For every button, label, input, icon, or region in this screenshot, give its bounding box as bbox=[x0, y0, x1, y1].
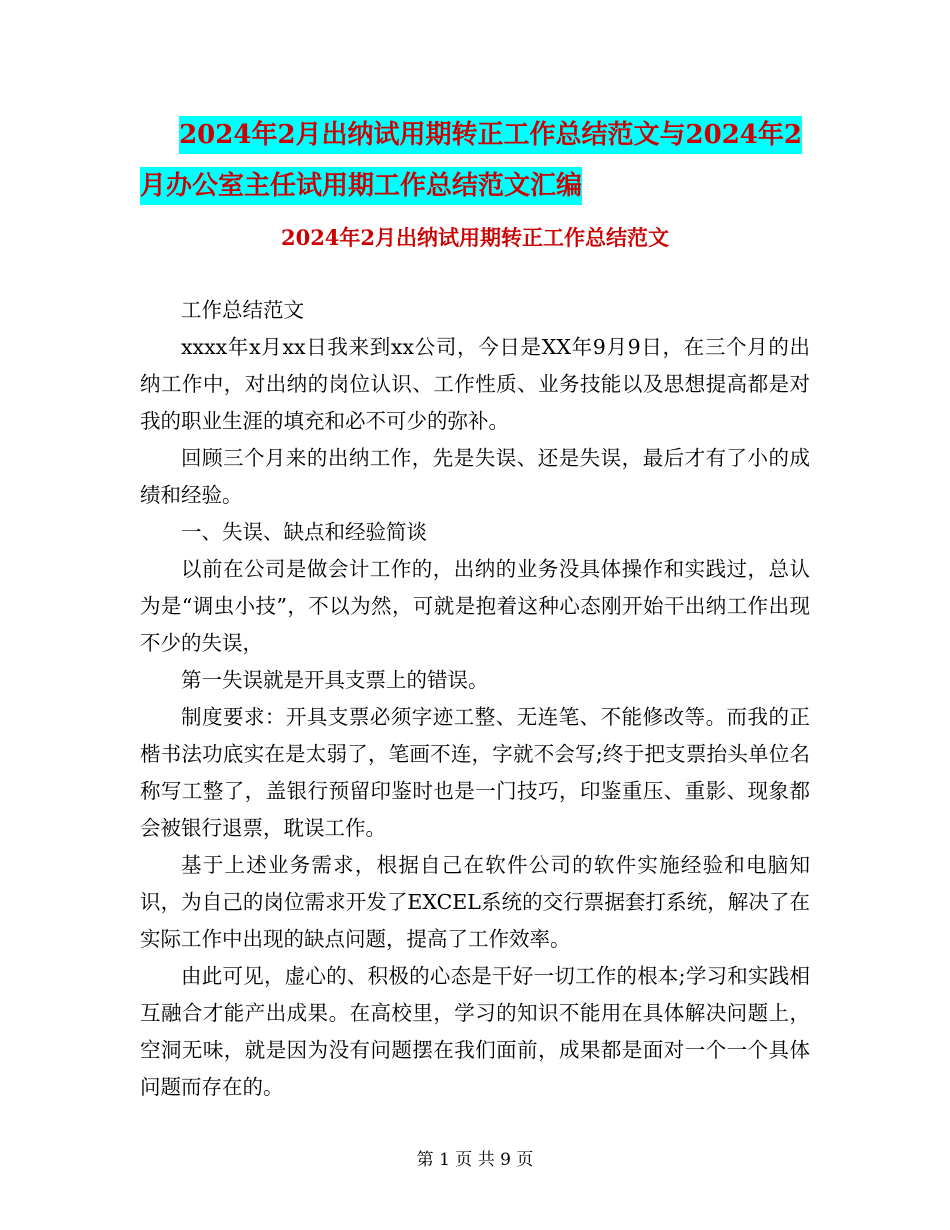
title-highlight-1: 2024年2月出纳试用期转正工作总结范文与2024年2 bbox=[179, 116, 802, 154]
document-title bbox=[140, 110, 820, 212]
document-title-line-1 bbox=[140, 110, 820, 161]
paragraph: 基于上述业务需求，根据自己在软件公司的软件实施经验和电脑知识，为自己的岗位需求开发了EXCEL系统的交行票据套打系统，解决了在实际工作中出现的缺点问题，提高了工作效率。 bbox=[140, 853, 810, 951]
paragraph: 制度要求：开具支票必须字迹工整、无连笔、不能修改等。而我的正楷书法功底实在是太弱了，笔画不连，字就不会写;终于把支票抬头单位名称写工整了，盖银行预留印鉴时也是一门技巧，印鉴重压、重影、现象都会被银行退票，耽误工作。 bbox=[140, 705, 810, 840]
paragraph: 由此可见，虚心的、积极的心态是干好一切工作的根本;学习和实践相互融合才能产出成果。在高校里，学习的知识不能用在具体解决问题上，空洞无味，就是因为没有问题摆在我们面前，成果都是面对一个一个具体问题而存在的。 bbox=[140, 964, 810, 1099]
document-body bbox=[140, 292, 810, 1106]
paragraph: xxxx年x月xx日我来到xx公司，今日是XX年9月9日，在三个月的出纳工作中，对出纳的岗位认识、工作性质、业务技能以及思想提高都是对我的职业生涯的填充和必不可少的弥补。 bbox=[140, 335, 810, 433]
section-title: 2024年2月出纳试用期转正工作总结范文 bbox=[280, 225, 670, 250]
page-footer: 第 1 页 共 9 页 bbox=[416, 1150, 534, 1170]
paragraph: 工作总结范文 bbox=[181, 298, 304, 322]
paragraph: 回顾三个月来的出纳工作，先是失误、还是失误，最后才有了小的成绩和经验。 bbox=[140, 446, 810, 507]
document-title-line-2 bbox=[140, 161, 820, 212]
paragraph: 第一失误就是开具支票上的错误。 bbox=[181, 668, 489, 692]
paragraph: 一、失误、缺点和经验简谈 bbox=[181, 520, 427, 544]
paragraph: 以前在公司是做会计工作的，出纳的业务没具体操作和实践过，总认为是“调虫小技”，不以为然，可就是抱着这种心态刚开始干出纳工作出现不少的失误， bbox=[140, 557, 810, 655]
title-highlight-2: 月办公室主任试用期工作总结范文汇编 bbox=[140, 167, 582, 205]
